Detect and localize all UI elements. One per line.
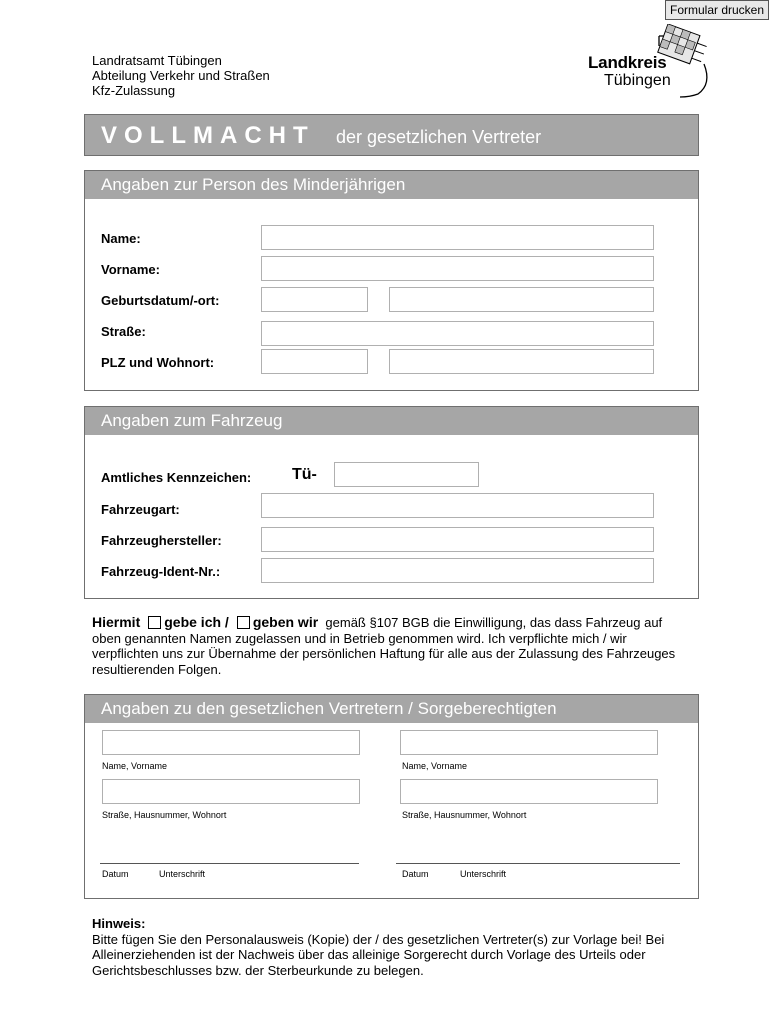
kennzeichen-label: Amtliches Kennzeichen: (101, 470, 252, 485)
guardian2-name-label: Name, Vorname (402, 761, 468, 771)
fahrzeugart-input[interactable] (261, 493, 654, 518)
kennzeichen-input[interactable] (334, 462, 479, 487)
plz-input[interactable] (261, 349, 368, 374)
print-form-button[interactable]: Formular drucken (665, 0, 769, 20)
wohnort-input[interactable] (389, 349, 654, 374)
guardian2-unterschrift-label: Unterschrift (460, 869, 507, 879)
ident-label: Fahrzeug-Ident-Nr.: (101, 564, 221, 579)
page-title: VOLLMACHT (101, 122, 315, 149)
strasse-input[interactable] (261, 321, 654, 346)
sender-address (92, 53, 270, 98)
gebe-ich-checkbox[interactable] (148, 616, 161, 629)
landkreis-logo (586, 24, 716, 100)
hint-block (92, 916, 692, 978)
kennzeichen-prefix: Tü- (292, 466, 317, 483)
geburt-label: Geburtsdatum/-ort: (101, 293, 220, 308)
guardians-section-heading: Angaben zu den gesetzlichen Vertretern / Sorgeberechtigten (85, 695, 698, 723)
guardians-section (84, 694, 699, 899)
person-section-heading: Angaben zur Person des Minderjährigen (85, 171, 698, 199)
person-section (84, 170, 699, 391)
guardian2-address-label: Straße, Hausnummer, Wohnort (402, 810, 527, 820)
vehicle-section (84, 406, 699, 599)
page-subtitle: der gesetzlichen Vertreter (336, 127, 542, 147)
consent-text (92, 615, 692, 677)
title-bar (84, 114, 699, 156)
guardian1-address-label: Straße, Hausnummer, Wohnort (102, 810, 227, 820)
guardian1-unterschrift-label: Unterschrift (159, 869, 206, 879)
vehicle-section-heading: Angaben zum Fahrzeug (85, 407, 698, 435)
gebe-ich-label: gebe ich / (164, 614, 229, 630)
logo-text-tuebingen: Tübingen (604, 72, 671, 89)
consent-body: gemäß §107 BGB die Einwilligung, das dass Fahrzeug auf oben genannten Namen zugelassen und in Betrieb genommen wird. Ich verpflichte mich / wir verpflichten uns zur Übernahme der persönlichen Haftung für alle aus der Zulassung des Fahrzeuges resultierenden Folgen. (92, 615, 676, 677)
fahrzeugart-label: Fahrzeugart: (101, 502, 180, 517)
hint-title: Hinweis: (92, 916, 146, 931)
name-input[interactable] (261, 225, 654, 250)
guardian2-name-input[interactable] (400, 730, 658, 755)
guardian1-address-input[interactable] (102, 779, 360, 804)
geben-wir-checkbox[interactable] (237, 616, 250, 629)
guardian2-datum-label: Datum (402, 869, 429, 879)
geburtsdatum-input[interactable] (261, 287, 368, 312)
hiermit-label: Hiermit (92, 614, 141, 630)
strasse-label: Straße: (101, 324, 146, 339)
plz-wohnort-label: PLZ und Wohnort: (101, 355, 215, 370)
guardian1-datum-label: Datum (102, 869, 129, 879)
sender-line-1: Landratsamt Tübingen (92, 53, 222, 68)
hersteller-input[interactable] (261, 527, 654, 552)
geburtsort-input[interactable] (389, 287, 654, 312)
guardian1-signature-line (100, 863, 359, 864)
hersteller-label: Fahrzeughersteller: (101, 533, 222, 548)
vorname-label: Vorname: (101, 262, 160, 277)
sender-line-3: Kfz-Zulassung (92, 83, 176, 98)
hint-text: Bitte fügen Sie den Personalausweis (Kopie) der / des gesetzlichen Vertreter(s) zur Vorlage bei! Bei Alleinerziehenden ist der Nachweis über das alleinige Sorgerecht durch Vorlage des Urteils oder Gerichtsbeschlusses bzw. der Sterbeurkunde zu belegen. (92, 931, 665, 978)
guardian2-address-input[interactable] (400, 779, 658, 804)
guardian1-name-input[interactable] (102, 730, 360, 755)
geben-wir-label: geben wir (252, 614, 319, 630)
ident-input[interactable] (261, 558, 654, 583)
name-label: Name: (101, 231, 141, 246)
guardian1-name-label: Name, Vorname (102, 761, 168, 771)
sender-line-2: Abteilung Verkehr und Straßen (92, 68, 270, 83)
vorname-input[interactable] (261, 256, 654, 281)
guardian2-signature-line (396, 863, 680, 864)
logo-text-landkreis: Landkreis (588, 53, 667, 72)
